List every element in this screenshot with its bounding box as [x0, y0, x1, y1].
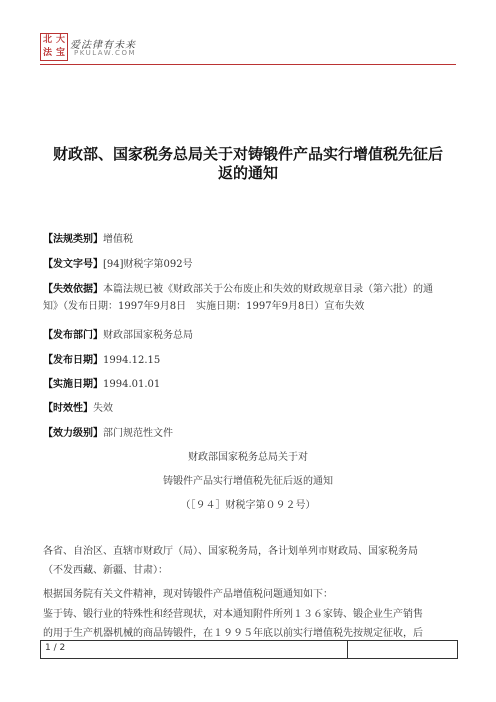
brand-slogan: 爱法律有未来: [70, 40, 136, 51]
field-status: [43, 401, 459, 417]
logo-char: 宝: [55, 48, 65, 58]
field-label: 【发布日期】: [43, 355, 103, 366]
pkulaw-logo: [40, 33, 68, 61]
field-label: 【发文字号】: [43, 259, 103, 270]
field-invalid-basis: [43, 281, 460, 315]
field-label: 【失效依据】: [43, 284, 103, 295]
field-value: 1994.12.15: [103, 355, 161, 366]
page-number: 1 / 2: [45, 643, 66, 653]
body-line: 的用于生产机器机械的商品铸锻件，在１９９５年底以前实行增值税先按规定征收，后: [43, 628, 423, 639]
field-value: 本篇法规已被《财政部关于公布废止和失效的财政规章目录（第六批）的通: [103, 284, 433, 295]
field-level: [43, 426, 459, 442]
field-label: 【效力级别】: [43, 428, 103, 439]
field-label: 【发布部门】: [43, 330, 103, 341]
brand-domain: PKULAW.COM: [74, 49, 136, 57]
header-divider: [40, 64, 456, 65]
title-line: 财政部、国家税务总局关于对铸锻件产品实行增值税先征后: [52, 145, 443, 163]
field-value: 1994.01.01: [103, 379, 161, 390]
body-line: 根据国务院有关文件精神，现对铸锻件产品增值税问题通知如下：: [43, 589, 333, 600]
field-value: 部门规范性文件: [103, 428, 173, 439]
site-header: [40, 33, 456, 69]
field-publish-date: [43, 353, 459, 369]
notice-heading-line: 铸锻件产品实行增值税先征后返的通知: [163, 476, 333, 487]
field-value: 失效: [93, 403, 113, 414]
body-paragraph: [43, 585, 461, 604]
field-value: 知》（发布日期：1997年9月8日 实施日期：1997年9月8日）宣布失效: [43, 301, 365, 312]
page-footer: [40, 640, 458, 659]
field-value: 财政部国家税务总局: [103, 330, 193, 341]
field-department: [43, 328, 459, 344]
notice-document-number: （［９４］财税字第０９２号）: [180, 500, 316, 511]
field-label: 【实施日期】: [43, 379, 103, 390]
field-category: [43, 232, 459, 248]
field-value: 增值税: [103, 234, 133, 245]
field-label: 【法规类别】: [43, 234, 103, 245]
footer-cell: [41, 641, 348, 658]
logo-char: 北: [42, 35, 52, 45]
field-effective-date: [43, 377, 459, 393]
body-line: 鉴于铸、锻行业的特殊性和经营现状，对本通知附件所列１３６家铸、锻企业生产销售: [43, 609, 423, 620]
logo-char: 法: [42, 48, 52, 58]
body-paragraph: [43, 605, 461, 643]
body-line: （不发西藏、新疆、甘肃）：: [43, 565, 168, 576]
document-title: [40, 145, 456, 183]
field-label: 【时效性】: [43, 403, 93, 414]
body-paragraph: [43, 542, 461, 580]
title-line: 返的通知: [217, 164, 278, 182]
logo-char: 大: [55, 35, 65, 45]
field-docno: [43, 257, 459, 273]
notice-heading-line: 财政部国家税务总局关于对: [188, 452, 308, 463]
body-line: 各省、自治区、直辖市财政厅（局）、国家税务局，各计划单列市财政局、国家税务局: [43, 546, 418, 557]
field-value: [94]财税字第092号: [103, 259, 193, 270]
